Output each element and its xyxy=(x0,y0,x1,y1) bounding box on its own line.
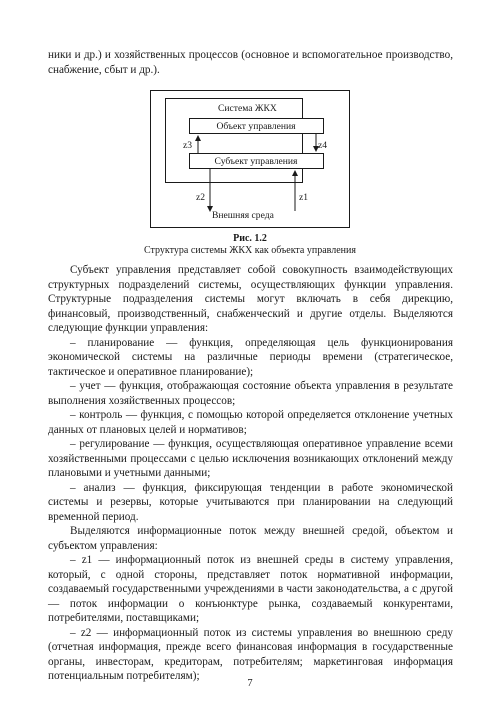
z3-label: z3 xyxy=(183,140,193,151)
flow-z1-paragraph: – z1 — информационный поток из внешней среды в систему управления, который, с одной стороны, представляет поток нормативной информации, создаваемый государственными учреждениями в части законодательства, а с другой — поток информации о конъюнктуре рынка, создаваемый конкурентами, потребителями, поставщиками; xyxy=(48,554,453,624)
subject-label: Субъект управления xyxy=(214,156,298,167)
body-text xyxy=(48,263,453,684)
function-analysis: – анализ — функция, фиксирующая тенденции в работе экономической системы и резервы, которые учитываются при планировании на следующий временной период. xyxy=(48,481,453,523)
system-diagram xyxy=(150,90,350,228)
flows-paragraph: Выделяются информационные поток между внешней средой, объектом и субъектом управления: xyxy=(48,525,453,552)
flow-z2-paragraph: – z2 — информационный поток из системы управления во внешнюю среду (отчетная информация, прежде всего финансовая информация в государственные органы, инвесторам, кредиторам, потребителям; маркетинговая информация потенциальным потребителям); xyxy=(48,626,453,682)
function-planning: – планирование — функция, определяющая цель функционирования экономической системы на различные периоды времени (стратегическое, тактическое и оперативное планирование); xyxy=(48,336,453,378)
z1-label: z1 xyxy=(299,192,309,203)
figure-caption-text: Структура системы ЖКХ как объекта управления xyxy=(144,245,356,256)
environment-label: Внешняя среда xyxy=(212,210,274,221)
system-label: Система ЖКХ xyxy=(218,103,277,114)
subject-paragraph: Субъект управления представляет собой совокупность взаимодействующих структурных подразделений системы, осуществляющих функции управления. Структурные подразделения системы могут включать в себя дирекцию, финансовый, производственный, снабженческий и другие отделы. Выделяются следующие функции управления: xyxy=(48,264,453,334)
intro-text: ники и др.) и хозяйственных процессов (основное и вспомогательное производство, снабжение, сбыт и др.). xyxy=(48,49,453,76)
function-control: – контроль — функция, с помощью которой определяется отклонение учетных данных от плановых целей и нормативов; xyxy=(48,409,453,436)
intro-paragraph xyxy=(48,48,453,77)
function-regulation: – регулирование — функция, осуществляющая оперативное управление всеми хозяйственными процессами с целью исключения возникающих отклонений между плановыми и учетными данными; xyxy=(48,438,453,479)
page-number: 7 xyxy=(247,678,253,689)
z2-label: z2 xyxy=(196,192,206,203)
object-label: Объект управления xyxy=(216,121,296,132)
function-accounting: – учет — функция, отображающая состояние объекта управления в результате выполнения хозяйственных процессов; xyxy=(48,380,453,407)
z4-label: z4 xyxy=(318,140,328,151)
figure-caption-title: Рис. 1.2 xyxy=(233,233,267,244)
